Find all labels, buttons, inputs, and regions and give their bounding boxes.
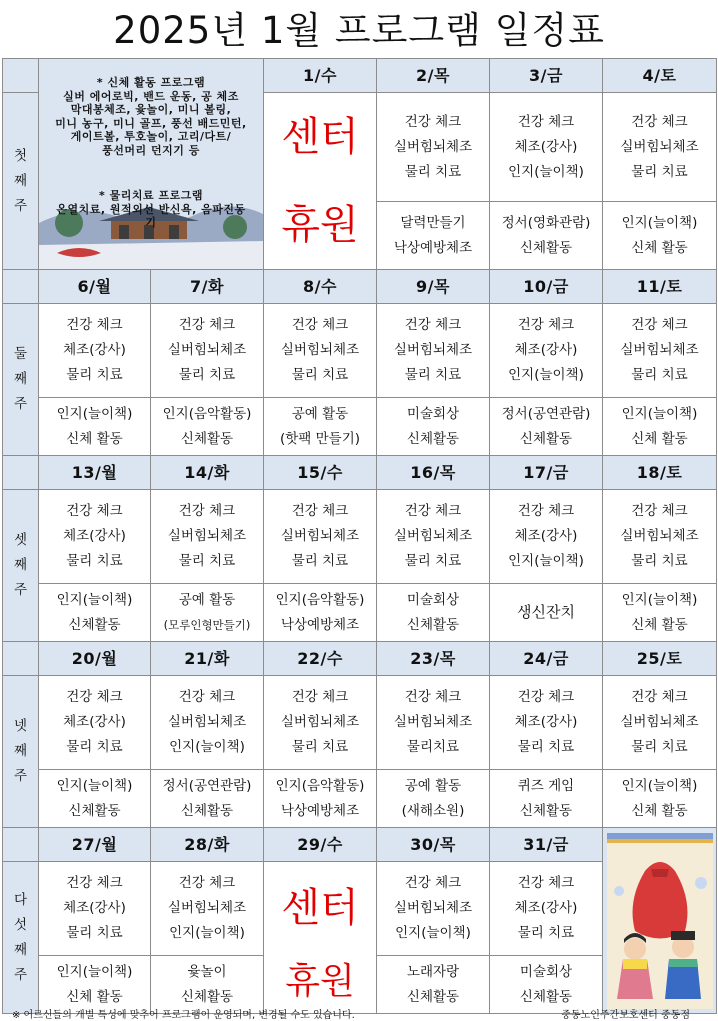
center-closed-cell: [264, 93, 377, 270]
date-header: 23/목: [377, 642, 490, 676]
date-header: 14/화: [151, 456, 264, 490]
activity-cell: 정서(공연관람) 신체활동: [490, 398, 603, 456]
week-label: 셋 째 주: [3, 490, 39, 642]
activity-cell: 건강 체크 실버힘뇌체조 물리 치료: [377, 490, 490, 584]
activity-cell: 건강 체크 실버힘뇌체조 물리 치료: [377, 93, 490, 202]
date-header: 13/월: [39, 456, 151, 490]
week2-top-row: [3, 304, 717, 398]
week3-bottom-row: [3, 584, 717, 642]
activity-cell: 인지(늘이책) 신체활동: [39, 770, 151, 828]
week4-bottom-row: [3, 770, 717, 828]
closed-text: 센터: [281, 884, 359, 931]
activity-cell: 건강 체크 체조(강사) 물리 치료: [39, 490, 151, 584]
date-header: 29/수: [264, 828, 377, 862]
activity-cell: 건강 체크 실버힘뇌체조 물리 치료: [264, 304, 377, 398]
week2-bottom-row: [3, 398, 717, 456]
closed-text: 휴원: [285, 960, 355, 1002]
activity-cell: 윷놀이 신체활동: [151, 956, 264, 1014]
info-line: 미니 농구, 미니 골프, 풍선 배드민턴,: [55, 116, 247, 130]
week3-top-row: [3, 490, 717, 584]
date-header: 16/목: [377, 456, 490, 490]
activity-cell: 인지(음악활동) 낙상예방체조: [264, 584, 377, 642]
date-header: 30/목: [377, 828, 490, 862]
activity-cell: 건강 체크 체조(강사) 인지(늘이책): [490, 93, 603, 202]
activity-cell: 건강 체크 실버힘뇌체조 물리 치료: [603, 490, 717, 584]
info-heading-physical: * 신체 활동 프로그램: [96, 76, 206, 89]
week3-header-row: [3, 456, 717, 490]
activity-cell: 공예 활동 (핫팩 만들기): [264, 398, 377, 456]
date-header: 25/토: [603, 642, 717, 676]
date-header: 21/화: [151, 642, 264, 676]
info-line: 게이트볼, 투호놀이, 고리/다트/: [70, 130, 232, 144]
activity-cell: 건강 체크 실버힘뇌체조 물리 치료: [603, 304, 717, 398]
date-header: 8/수: [264, 270, 377, 304]
date-header: 1/수: [264, 59, 377, 93]
activity-cell: 미술회상 신체활동: [377, 398, 490, 456]
activity-cell: 인지(늘이책) 신체 활동: [603, 398, 717, 456]
activity-cell: 건강 체크 실버힘뇌체조 인지(늘이책): [151, 862, 264, 956]
closed-text: 센터: [281, 114, 359, 160]
activity-cell: 인지(늘이책) 신체 활동: [39, 956, 151, 1014]
program-info-box: [39, 59, 264, 270]
date-header: 4/토: [603, 59, 717, 93]
date-header: 18/토: [603, 456, 717, 490]
activity-cell: 건강 체크 실버힘뇌체조 물리 치료: [377, 304, 490, 398]
schedule-table: [2, 58, 717, 1014]
activity-cell: 건강 체크 실버힘뇌체조 물리 치료: [264, 490, 377, 584]
activity-cell: 미술회상 신체활동: [377, 584, 490, 642]
week5-header-row: [3, 828, 717, 862]
date-header: 9/목: [377, 270, 490, 304]
activity-cell: 인지(늘이책) 신체 활동: [603, 770, 717, 828]
activity-cell: 인지(늘이책) 신체 활동: [39, 398, 151, 456]
closed-text: 휴원: [281, 202, 359, 248]
activity-cell: 건강 체크 체조(강사) 물리 치료: [490, 862, 603, 956]
week4-header-row: [3, 642, 717, 676]
info-line: 풍선머리 던지기 등: [102, 143, 200, 157]
week1-header-row: [3, 59, 717, 93]
activity-cell: 인지(늘이책) 신체활동: [39, 584, 151, 642]
week4-top-row: [3, 676, 717, 770]
activity-cell: 공예 활동 (새해소원): [377, 770, 490, 828]
activity-cell: 정서(공연관람) 신체활동: [151, 770, 264, 828]
activity-cell: 인지(늘이책) 신체 활동: [603, 202, 717, 270]
info-line: 막대봉체조, 윷놀이, 미니 볼링,: [70, 103, 232, 117]
info-line: 실버 에어로빅, 밴드 운동, 공 체조: [63, 89, 239, 103]
date-header: 20/월: [39, 642, 151, 676]
date-header: 10/금: [490, 270, 603, 304]
date-header: 17/금: [490, 456, 603, 490]
activity-cell: 공예 활동 (모루인형만들기): [151, 584, 264, 642]
activity-cell: 건강 체크 실버힘뇌체조 인지(늘이책): [377, 862, 490, 956]
activity-cell: 건강 체크 실버힘뇌체조 물리 치료: [603, 676, 717, 770]
date-header: 6/월: [39, 270, 151, 304]
new-year-decoration: [603, 828, 717, 1014]
date-header: 22/수: [264, 642, 377, 676]
week-label: 첫 째 주: [3, 93, 39, 270]
date-header: 27/월: [39, 828, 151, 862]
activity-cell: 건강 체크 체조(강사) 물리 치료: [39, 304, 151, 398]
date-header: 3/금: [490, 59, 603, 93]
activity-cell: 건강 체크 체조(강사) 인지(늘이책): [490, 304, 603, 398]
info-heading-physio: * 물리치료 프로그램: [99, 189, 203, 202]
activity-cell: 퀴즈 게임 신체활동: [490, 770, 603, 828]
corner-cell: [3, 59, 39, 93]
info-line: 온열치료, 원적외선 반신욕, 음파진동: [56, 202, 246, 216]
date-header: 24/금: [490, 642, 603, 676]
activity-cell: 건강 체크 체조(강사) 인지(늘이책): [490, 490, 603, 584]
center-closed-cell: [264, 862, 377, 1014]
week-label: 다 섯 째 주: [3, 862, 39, 1014]
activity-cell: 건강 체크 실버힘뇌체조 물리 치료: [603, 93, 717, 202]
new-year-bag-children-illustration: [605, 831, 715, 1011]
activity-cell: 건강 체크 체조(강사) 물리 치료: [490, 676, 603, 770]
date-header: 7/화: [151, 270, 264, 304]
activity-cell: 정서(영화관람) 신체활동: [490, 202, 603, 270]
activity-cell: 인지(음악활동) 신체활동: [151, 398, 264, 456]
activity-cell: 생신잔치: [490, 584, 603, 642]
activity-cell: 건강 체크 실버힘뇌체조 물리 치료: [264, 676, 377, 770]
activity-cell: 인지(음악활동) 낙상예방체조: [264, 770, 377, 828]
activity-cell: 미술회상 신체활동: [490, 956, 603, 1014]
activity-cell: 건강 체크 체조(강사) 물리 치료: [39, 862, 151, 956]
date-header: 2/목: [377, 59, 490, 93]
activity-cell: 건강 체크 체조(강사) 물리 치료: [39, 676, 151, 770]
week-label: 넷 째 주: [3, 676, 39, 828]
week2-header-row: [3, 270, 717, 304]
activity-cell: 건강 체크 실버힘뇌체조 물리치료: [377, 676, 490, 770]
activity-cell: 노래자랑 신체활동: [377, 956, 490, 1014]
date-header: 11/토: [603, 270, 717, 304]
activity-cell: 인지(늘이책) 신체 활동: [603, 584, 717, 642]
activity-cell: 건강 체크 실버힘뇌체조 물리 치료: [151, 304, 264, 398]
week-label: 둘 째 주: [3, 304, 39, 456]
footer-center-name: 중동노인주간보호센터 중동점: [561, 1010, 690, 1021]
date-header: 31/금: [490, 828, 603, 862]
activity-cell: 건강 체크 실버힘뇌체조 인지(늘이책): [151, 676, 264, 770]
date-header: 28/화: [151, 828, 264, 862]
date-header: 15/수: [264, 456, 377, 490]
activity-cell: 건강 체크 실버힘뇌체조 물리 치료: [151, 490, 264, 584]
footer-note: ※ 어르신들의 개별 특성에 맞추어 프로그램이 운영되며, 변경될 수도 있습니다.: [12, 1010, 355, 1021]
activity-cell: 달력만들기 낙상예방체조: [377, 202, 490, 270]
page-title: 2025년 1월 프로그램 일정표: [113, 9, 605, 52]
info-line: 기: [145, 216, 157, 230]
